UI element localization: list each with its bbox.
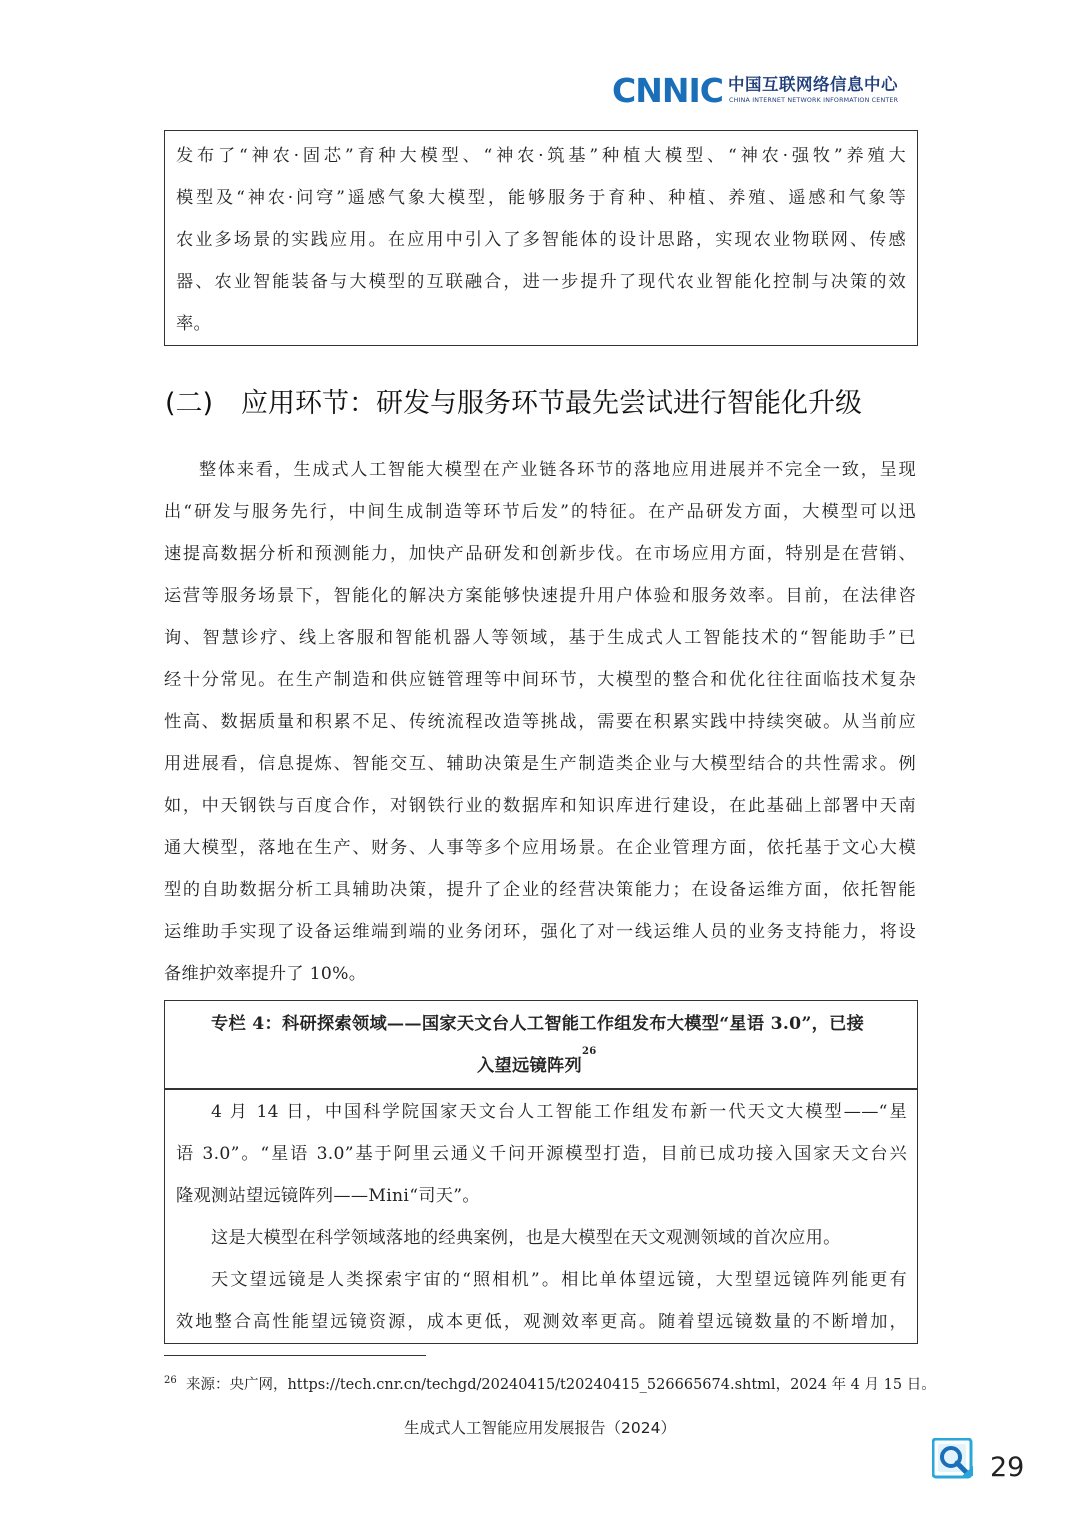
footnote-text: 来源：央广网，https://tech.cnr.cn/techgd/20240415/t20240415_526665674.shtml，2024 年 4 月 15 日。	[185, 1377, 936, 1393]
column4-content-box	[164, 1088, 918, 1344]
column4-title-text: 入望远镜阵列	[477, 1056, 582, 1076]
body-line: 运维助手实现了设备运维端到端的业务闭环，强化了对一线运维人员的业务支持能力，将设	[164, 922, 916, 942]
column4-line: 效地整合高性能望远镜资源，成本更低，观测效率更高。随着望远镜数量的不断增加，	[176, 1312, 907, 1332]
case-box-line: 器、农业智能装备与大模型的互联融合，进一步提升了现代农业智能化控制与决策的效	[176, 272, 906, 292]
body-line: 如，中天钢铁与百度合作，对钢铁行业的数据库和知识库进行建设，在此基础上部署中天南	[164, 796, 916, 816]
column4-title-line2	[477, 1045, 596, 1087]
footnote	[164, 1374, 936, 1396]
logo-chinese-name: 中国互联网络信息中心	[728, 75, 898, 94]
cnnic-logo	[612, 72, 922, 108]
column4-line: 隆观测站望远镜阵列——Mini“司天”。	[176, 1186, 480, 1206]
footnote-divider	[164, 1355, 426, 1356]
body-line: 备维护效率提升了 10%。	[164, 964, 367, 984]
column4-line: 语 3.0”。“星语 3.0”基于阿里云通义千问开源模型打造，目前已成功接入国家天文台兴	[176, 1144, 907, 1164]
body-line: 询、智慧诊疗、线上客服和智能机器人等领域，基于生成式人工智能技术的“智能助手”已	[164, 628, 916, 648]
footnote-reference: 26	[581, 1046, 597, 1057]
footer-report-title: 生成式人工智能应用发展报告（2024）	[404, 1419, 676, 1437]
body-line: 通大模型，落地在生产、财务、人事等多个应用场景。在企业管理方面，依托基于文心大模	[164, 838, 916, 858]
case-box-line: 农业多场景的实践应用。在应用中引入了多智能体的设计思路，实现农业物联网、传感	[176, 230, 906, 250]
column4-line: 这是大模型在科学领域落地的经典案例，也是大模型在天文观测领域的首次应用。	[211, 1228, 841, 1248]
logo-english-name: CHINA INTERNET NETWORK INFORMATION CENTER	[729, 97, 899, 104]
page-number: 29	[990, 1452, 1025, 1483]
column4-title-box	[164, 1000, 918, 1090]
report-search-icon	[932, 1438, 974, 1480]
case-box-continued	[164, 130, 918, 346]
body-line: 速提高数据分析和预测能力，加快产品研发和创新步伐。在市场应用方面，特别是在营销、	[164, 544, 916, 564]
body-line: 经十分常见。在生产制造和供应链管理等中间环节，大模型的整合和优化往往面临技术复杂	[164, 670, 916, 690]
body-line: 整体来看，生成式人工智能大模型在产业链各环节的落地应用进展并不完全一致，呈现	[199, 460, 916, 480]
body-line: 运营等服务场景下，智能化的解决方案能够快速提升用户体验和服务效率。目前，在法律咨	[164, 586, 916, 606]
body-line: 用进展看，信息提炼、智能交互、辅助决策是生产制造类企业与大模型结合的共性需求。例	[164, 754, 916, 774]
case-box-line: 发布了“神农·固芯”育种大模型、“神农·筑基”种植大模型、“神农·强牧”养殖大	[176, 146, 906, 166]
footnote-marker: 26	[164, 1375, 177, 1386]
body-line: 出“研发与服务先行，中间生成制造等环节后发”的特征。在产品研发方面，大模型可以迅	[164, 502, 916, 522]
column4-title-line1: 专栏 4：科研探索领域——国家天文台人工智能工作组发布大模型“星语 3.0”，已接	[211, 1014, 865, 1034]
logo-mark: CNNIC	[612, 71, 723, 110]
column4-line: 4 月 14 日，中国科学院国家天文台人工智能工作组发布新一代天文大模型——“星	[211, 1102, 907, 1122]
section-heading	[165, 384, 862, 424]
body-line: 性高、数据质量和积累不足、传统流程改造等挑战，需要在积累实践中持续突破。从当前应	[164, 712, 916, 732]
section-title: 应用环节：研发与服务环节最先尝试进行智能化升级	[241, 388, 862, 419]
case-box-line: 率。	[176, 314, 211, 334]
section-number: (二)	[165, 388, 214, 419]
column4-line: 天文望远镜是人类探索宇宙的“照相机”。相比单体望远镜，大型望远镜阵列能更有	[211, 1270, 907, 1290]
body-line: 型的自助数据分析工具辅助决策，提升了企业的经营决策能力；在设备运维方面，依托智能	[164, 880, 916, 900]
case-box-line: 模型及“神农·问穹”遥感气象大模型，能够服务于育种、种植、养殖、遥感和气象等	[176, 188, 906, 208]
